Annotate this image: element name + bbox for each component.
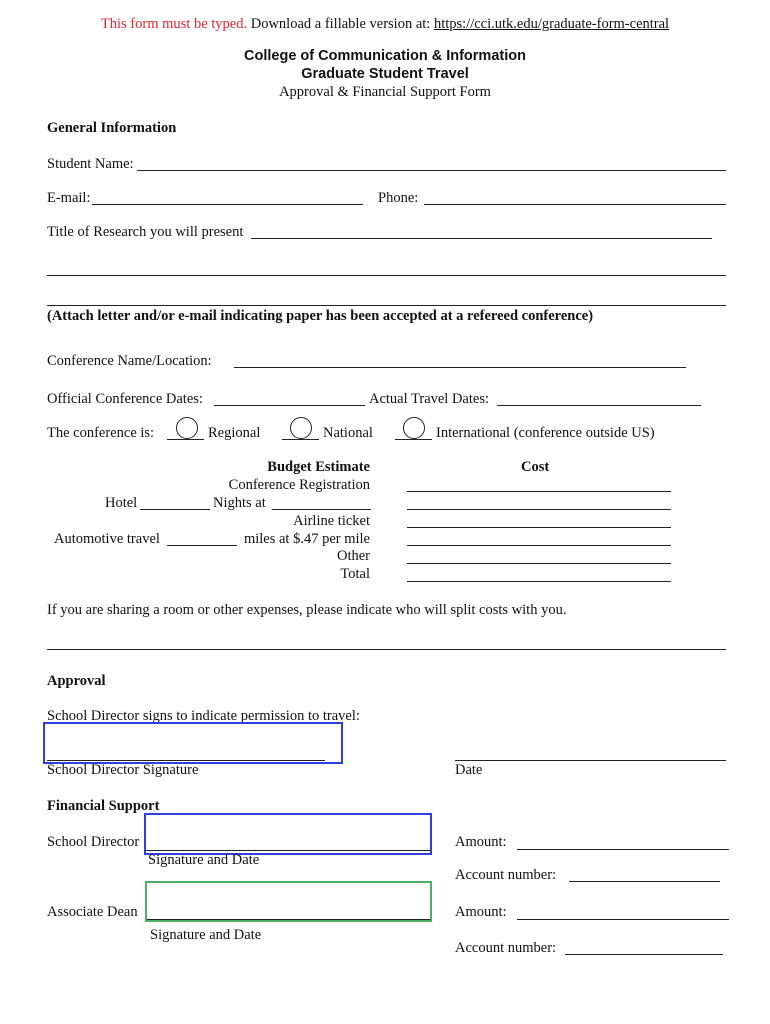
dean-amount-field[interactable] <box>517 919 729 920</box>
fin-director-signature-box[interactable] <box>144 813 432 855</box>
fin-director-label: School Director <box>47 834 140 850</box>
conference-type-label: The conference is: <box>47 425 155 441</box>
email-label: E-mail: <box>47 190 91 206</box>
fillable-form-link[interactable]: https://cci.utk.edu/graduate-form-central <box>433 16 670 32</box>
auto-travel-label: Automotive travel <box>54 531 160 547</box>
notice-line <box>0 15 770 33</box>
fin-director-sig-caption: Signature and Date <box>148 852 260 868</box>
international-option-label: International (conference outside US) <box>436 425 655 441</box>
nights-at-label: Nights at <box>213 495 266 511</box>
registration-cost-field[interactable] <box>407 491 671 492</box>
dean-label: Associate Dean <box>47 904 138 920</box>
official-dates-field[interactable] <box>214 405 365 406</box>
phone-label: Phone: <box>378 190 419 206</box>
registration-label: Conference Registration <box>228 477 370 493</box>
other-label: Other <box>336 548 370 564</box>
airline-cost-field[interactable] <box>407 527 671 528</box>
travel-dates-field[interactable] <box>497 405 701 406</box>
college-title: College of Communication & Information <box>244 48 526 64</box>
hotel-rate-field[interactable] <box>272 509 371 510</box>
dean-amount-label: Amount: <box>455 904 507 920</box>
hotel-cost-field[interactable] <box>407 509 671 510</box>
total-label: Total <box>340 566 370 582</box>
regional-option-label: Regional <box>208 425 261 441</box>
download-text: Download a fillable version at: <box>247 16 434 32</box>
dean-sig-caption: Signature and Date <box>150 927 262 943</box>
student-name-field[interactable] <box>137 170 726 171</box>
phone-field[interactable] <box>424 204 726 205</box>
form-subtitle: Approval & Financial Support Form <box>279 84 491 100</box>
dean-account-field[interactable] <box>565 954 723 955</box>
travel-dates-label: Actual Travel Dates: <box>369 391 490 407</box>
national-option-label: National <box>323 425 373 441</box>
regional-radio[interactable] <box>176 417 198 439</box>
dean-account-label: Account number: <box>455 940 557 956</box>
hotel-nights-field[interactable] <box>140 509 210 510</box>
dean-signature-box[interactable] <box>145 881 432 922</box>
research-title-field-line2[interactable] <box>47 275 726 276</box>
total-cost-field[interactable] <box>407 581 671 582</box>
international-blank <box>395 439 432 440</box>
budget-heading: Budget Estimate <box>267 459 370 475</box>
director-signature-box[interactable] <box>43 722 343 764</box>
typed-warning: This form must be typed. <box>100 16 248 32</box>
hotel-label: Hotel <box>105 495 138 511</box>
research-title-field[interactable] <box>251 238 712 239</box>
cost-heading: Cost <box>521 459 550 475</box>
official-dates-label: Official Conference Dates: <box>47 391 203 407</box>
approval-heading: Approval <box>47 673 106 689</box>
auto-miles-field[interactable] <box>167 545 237 546</box>
national-radio[interactable] <box>290 417 312 439</box>
auto-cost-field[interactable] <box>407 545 671 546</box>
regional-blank <box>167 439 204 440</box>
international-radio[interactable] <box>403 417 425 439</box>
sharing-note: If you are sharing a room or other expenses, please indicate who will split costs with you. <box>47 602 567 618</box>
director-amount-label: Amount: <box>455 834 507 850</box>
attach-note: (Attach letter and/or e-mail indicating paper has been accepted at a refereed conference) <box>47 308 594 324</box>
sharing-field[interactable] <box>47 649 726 650</box>
director-signature-label: School Director Signature <box>47 762 199 778</box>
director-account-label: Account number: <box>455 867 557 883</box>
approval-date-field[interactable] <box>455 760 726 761</box>
conference-name-field[interactable] <box>234 367 686 368</box>
financial-heading: Financial Support <box>47 798 160 814</box>
other-cost-field[interactable] <box>407 563 671 564</box>
director-amount-field[interactable] <box>517 849 729 850</box>
airline-label: Airline ticket <box>293 513 370 529</box>
research-title-label: Title of Research you will present <box>47 224 244 240</box>
student-name-label: Student Name: <box>47 156 134 172</box>
miles-rate-label: miles at $.47 per mile <box>243 531 370 547</box>
form-title: Graduate Student Travel <box>301 66 469 82</box>
approval-instruction: School Director signs to indicate permission to travel: <box>47 708 360 724</box>
research-title-field-line3[interactable] <box>47 305 726 306</box>
national-blank <box>282 439 319 440</box>
conference-name-label: Conference Name/Location: <box>47 353 212 369</box>
general-info-heading: General Information <box>47 120 177 136</box>
director-account-field[interactable] <box>569 881 720 882</box>
approval-date-label: Date <box>455 762 483 778</box>
email-field[interactable] <box>92 204 363 205</box>
